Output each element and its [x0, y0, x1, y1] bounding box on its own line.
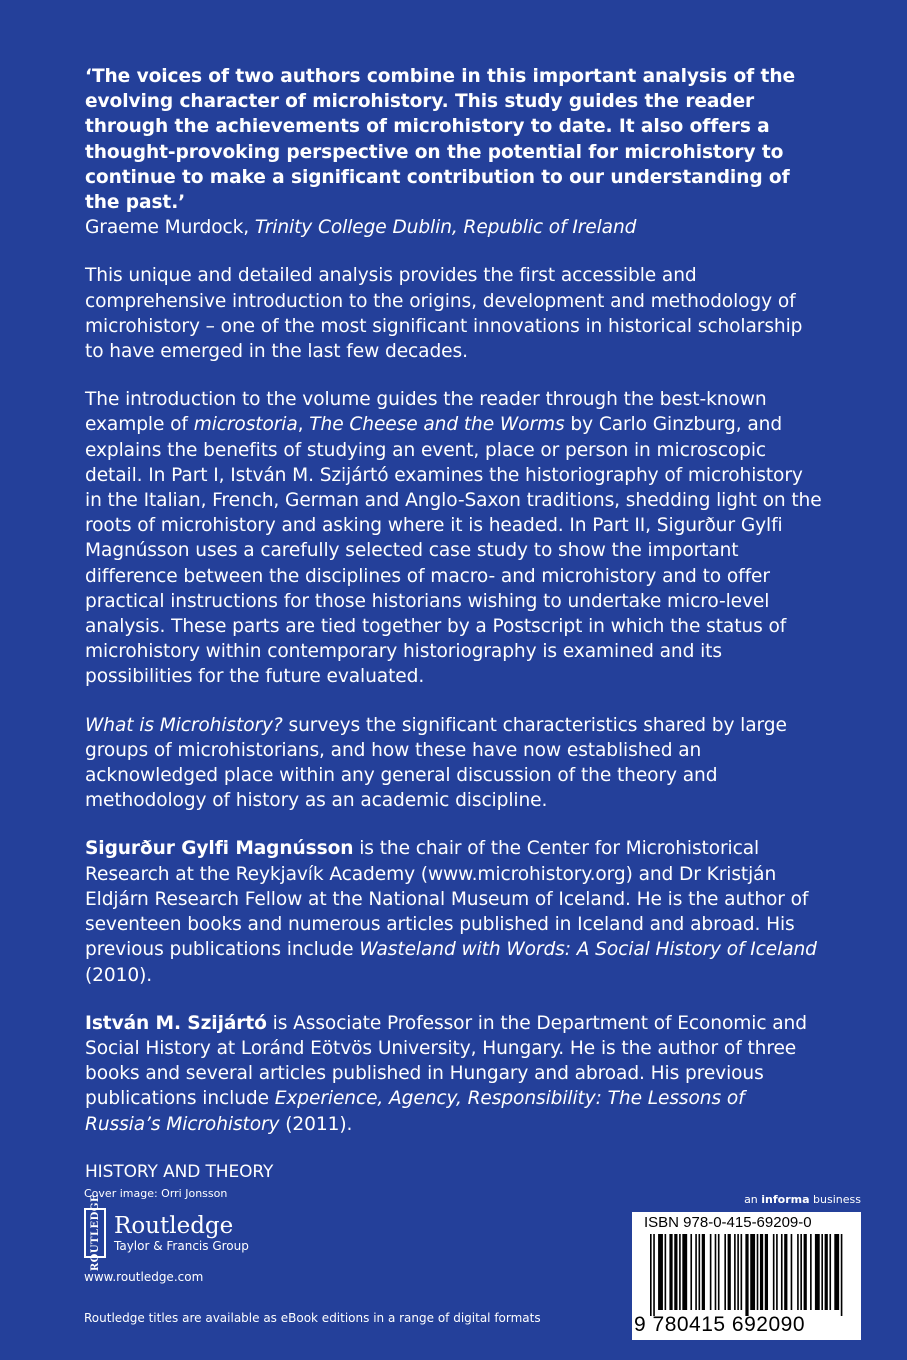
endorsement-author: Graeme Murdock,	[85, 217, 255, 239]
barcode-bar	[773, 1234, 775, 1310]
subject-category: HISTORY AND THEORY	[85, 1161, 274, 1182]
author1-name: Sigurður Gylfi Magnússon	[85, 838, 354, 860]
informa-brand: informa	[761, 1193, 810, 1206]
routledge-logo-icon	[84, 1194, 106, 1272]
barcode-bar	[682, 1234, 687, 1310]
barcode-bar	[825, 1234, 828, 1310]
author2-book: Experience, Agency, Responsibility: The Lessons of Russia’s Microhistory	[85, 1088, 745, 1135]
barcode-bar	[760, 1234, 763, 1310]
barcode-bar	[674, 1234, 677, 1310]
back-cover-text	[85, 64, 825, 1185]
publisher-block	[84, 1187, 249, 1284]
volume-paragraph	[85, 387, 825, 689]
barcode-bar	[718, 1234, 720, 1310]
barcode-bar	[757, 1234, 759, 1310]
barcode-bar	[841, 1234, 843, 1316]
endorsement-affiliation: Trinity College Dublin, Republic of Ireland	[254, 217, 637, 239]
survey-paragraph	[85, 713, 825, 814]
barcode-bar	[715, 1234, 717, 1310]
author1-bio	[85, 836, 825, 987]
barcode-bar	[669, 1234, 672, 1310]
microstoria-term: microstoria	[193, 414, 298, 436]
barcode-bar	[724, 1234, 726, 1310]
barcode-bar	[750, 1234, 755, 1310]
cheese-worms-title: The Cheese and the Worms	[309, 414, 565, 436]
barcode-bar	[728, 1234, 731, 1310]
informa-prefix: an	[744, 1193, 762, 1206]
endorsement-attribution	[85, 215, 825, 240]
barcode-bar	[658, 1234, 663, 1310]
barcode-bar	[653, 1234, 655, 1316]
barcode-bar	[690, 1234, 692, 1310]
publisher-url: www.routledge.com	[84, 1270, 204, 1284]
author1-bio-text: is the chair of the Center for Microhistorical Research at the Reykjavík Academy (www.microhistory.org) and Dr Kristján Eldjárn Research Fellow at the National Museum of Iceland. He is the author of seventeen books and numerous articles published in Iceland and abroad. His previous publications include	[85, 838, 809, 961]
barcode-bar	[776, 1234, 778, 1310]
author1-book: Wasteland with Words: A Social History of Iceland	[359, 939, 817, 961]
informa-suffix: business	[809, 1193, 861, 1206]
publisher-group: Taylor & Francis Group	[114, 1239, 249, 1253]
barcode-bar	[781, 1234, 783, 1310]
survey-text: surveys the significant characteristics shared by large groups of microhistorians, and how these have now established an acknowledged place within any general discussion of the theory and methodology of history as an academic discipline.	[85, 714, 787, 812]
barcode-bar	[821, 1234, 823, 1310]
intro-paragraph: This unique and detailed analysis provides the first accessible and comprehensive introduction to the origins, development and methodology of microhistory – one of the most significant innovations in historical scholarship to have emerged in the last few decades.	[85, 265, 803, 363]
barcode-bar	[800, 1234, 802, 1310]
barcode-bar	[737, 1234, 739, 1310]
barcode-bar	[804, 1234, 807, 1310]
barcode-bar	[650, 1234, 652, 1316]
barcode-bar	[695, 1234, 697, 1310]
barcode-bar	[699, 1234, 701, 1310]
author2-bio	[85, 1011, 825, 1137]
logo-text	[114, 1213, 249, 1253]
barcode-bar	[741, 1234, 743, 1310]
barcode-bar	[734, 1234, 736, 1310]
author2-name: István M. Szijártó	[85, 1012, 267, 1034]
publisher-name: Routledge	[114, 1213, 234, 1239]
book-title-ref: What is Microhistory?	[85, 714, 283, 736]
barcode-bar	[765, 1234, 768, 1310]
volume-text-2: by Carlo Ginzburg, and explains the benefits of studying an event, place or person in microscopic detail. In Part I, István M. Szijártó examines the historiography of microhistory in the Italian, French, German and Anglo-Saxon traditions, shedding light on the roots of microhistory and asking where it is headed. In Part II, Sigurður Gylfi Magnússon uses a carefully selected case study to show the important difference between the disciplines of macro- and microhistory and to offer practical instructions for those historians wishing to undertake micro-level analysis. These parts are tied together by a Postscript in which the status of microhistory within contemporary historiography is examined and its possibilities for the future evaluated.	[85, 414, 822, 688]
author2-bio-text: is Associate Professor in the Department of Economic and Social History at Loránd Eötvös University, Hungary. He is the author of three books and several articles published in Hungary and abroad. His previous publications include	[85, 1012, 807, 1110]
ebook-note: Routledge titles are available as eBook editions in a range of digital formats	[84, 1311, 541, 1325]
barcode-bar	[702, 1234, 705, 1310]
author1-year: (2010).	[85, 964, 153, 986]
barcode-bar	[815, 1234, 820, 1310]
isbn-barcode	[632, 1212, 861, 1340]
barcode-bar	[784, 1234, 787, 1310]
barcode-bar	[791, 1234, 793, 1310]
volume-text-1: The introduction to the volume guides the reader through the best-known example of	[85, 389, 767, 436]
barcode-bar	[834, 1234, 839, 1310]
volume-comma: ,	[297, 414, 310, 436]
barcode-bar	[829, 1234, 831, 1310]
endorsement-quote: ‘The voices of two authors combine in this important analysis of the evolving character of microhistory. This study guides the reader through the achievements of microhistory to date. It also offers a thought-provoking perspective on the potential for microhistory to continue to make a significant contribution to our understanding of the past.’	[85, 66, 795, 214]
barcode-bar	[679, 1234, 681, 1310]
informa-business	[744, 1193, 861, 1206]
author2-year: (2011).	[279, 1113, 353, 1135]
barcode-bar	[710, 1234, 712, 1310]
barcode-bars	[650, 1234, 844, 1316]
barcode-bar	[810, 1234, 812, 1310]
barcode-bar	[665, 1234, 667, 1310]
routledge-logo	[84, 1194, 249, 1272]
isbn-label: ISBN 978-0-415-69209-0	[644, 1214, 812, 1231]
barcode-digits: 9 780415 692090	[634, 1313, 805, 1336]
barcode-bar	[797, 1234, 799, 1310]
cover-credit: Cover image: Orri Jonsson	[84, 1187, 228, 1200]
barcode-bar	[745, 1234, 748, 1316]
logo-mark-text: ROUTLEDGE	[89, 1194, 101, 1272]
